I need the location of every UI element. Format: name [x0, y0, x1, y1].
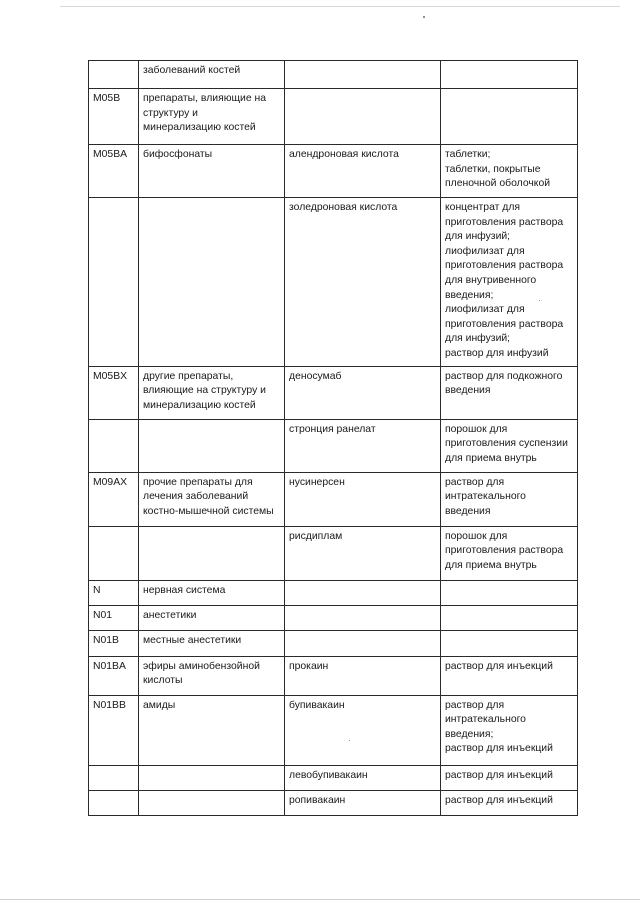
table-row: [89, 61, 578, 89]
table-row: [89, 656, 578, 695]
dosage-form-cell: раствор для инъекций: [441, 765, 578, 790]
dosage-form-cell: [441, 61, 578, 89]
atc-code-cell: [89, 61, 139, 89]
table-row: [89, 790, 578, 815]
group-name-cell: прочие препараты для лечения заболеваний костно-мышечной системы: [139, 472, 285, 526]
dosage-form-cell: раствор для интратекального введения: [441, 472, 578, 526]
substance-cell: прокаин: [285, 656, 441, 695]
table-row: [89, 419, 578, 472]
scan-speck: [423, 16, 425, 18]
substance-cell: алендроновая кислота: [285, 145, 441, 198]
table-row: [89, 765, 578, 790]
group-name-cell: [139, 526, 285, 580]
substance-cell: рисдиплам: [285, 526, 441, 580]
atc-code-cell: N01BB: [89, 695, 139, 765]
atc-code-cell: [89, 419, 139, 472]
atc-code-cell: N: [89, 580, 139, 605]
group-name-cell: местные анестетики: [139, 630, 285, 656]
group-name-cell: [139, 198, 285, 367]
group-name-cell: заболеваний костей: [139, 61, 285, 89]
substance-cell: левобупивакаин: [285, 765, 441, 790]
group-name-cell: бифосфонаты: [139, 145, 285, 198]
substance-cell: ропивакаин: [285, 790, 441, 815]
atc-code-cell: M05B: [89, 89, 139, 145]
table-row: [89, 145, 578, 198]
atc-code-cell: M05BX: [89, 366, 139, 419]
dosage-form-cell: [441, 89, 578, 145]
substance-cell: золедроновая кислота: [285, 198, 441, 367]
atc-code-cell: [89, 790, 139, 815]
group-name-cell: препараты, влияющие на структуру и минерализацию костей: [139, 89, 285, 145]
atc-code-cell: N01BA: [89, 656, 139, 695]
dosage-form-cell: [441, 605, 578, 630]
dosage-form-cell: [441, 580, 578, 605]
page-edge-top: [60, 6, 620, 7]
dosage-form-cell: раствор для инъекций: [441, 656, 578, 695]
table-row: [89, 580, 578, 605]
table-row: [89, 526, 578, 580]
substance-cell: стронция ранелат: [285, 419, 441, 472]
atc-code-cell: [89, 765, 139, 790]
substance-cell: деносумаб: [285, 366, 441, 419]
page-edge-bottom: [0, 899, 640, 900]
dosage-form-cell: порошок для приготовления суспензии для приема внутрь: [441, 419, 578, 472]
dosage-form-cell: [441, 630, 578, 656]
substance-cell: нусинерсен: [285, 472, 441, 526]
dosage-form-cell: таблетки; таблетки, покрытые пленочной оболочкой: [441, 145, 578, 198]
table-row: [89, 472, 578, 526]
substance-cell: [285, 89, 441, 145]
drug-classification-table: [88, 60, 578, 816]
table-row: [89, 630, 578, 656]
atc-code-cell: N01B: [89, 630, 139, 656]
group-name-cell: анестетики: [139, 605, 285, 630]
substance-cell: [285, 580, 441, 605]
dosage-form-cell: раствор для подкожного введения: [441, 366, 578, 419]
substance-cell: бупивакаин: [285, 695, 441, 765]
substance-cell: [285, 605, 441, 630]
table-row: [89, 605, 578, 630]
group-name-cell: [139, 419, 285, 472]
substance-cell: [285, 61, 441, 89]
atc-code-cell: [89, 198, 139, 367]
group-name-cell: [139, 790, 285, 815]
atc-code-cell: M09AX: [89, 472, 139, 526]
group-name-cell: [139, 765, 285, 790]
atc-code-cell: [89, 526, 139, 580]
group-name-cell: другие препараты, влияющие на структуру и минерализацию костей: [139, 366, 285, 419]
table-row: [89, 89, 578, 145]
group-name-cell: нервная система: [139, 580, 285, 605]
dosage-form-cell: порошок для приготовления раствора для приема внутрь: [441, 526, 578, 580]
substance-cell: [285, 630, 441, 656]
dosage-form-cell: концентрат для приготовления раствора для инфузий; лиофилизат для приготовления раствора для внутривенного введения; лиофилизат для приготовления раствора для инфузий; раствор для инфузий: [441, 198, 578, 367]
dosage-form-cell: раствор для интратекального введения; раствор для инъекций: [441, 695, 578, 765]
atc-code-cell: N01: [89, 605, 139, 630]
dosage-form-cell: раствор для инъекций: [441, 790, 578, 815]
table-row: [89, 366, 578, 419]
atc-code-cell: M05BA: [89, 145, 139, 198]
group-name-cell: амиды: [139, 695, 285, 765]
table-row: [89, 198, 578, 367]
group-name-cell: эфиры аминобензойной кислоты: [139, 656, 285, 695]
table-row: [89, 695, 578, 765]
